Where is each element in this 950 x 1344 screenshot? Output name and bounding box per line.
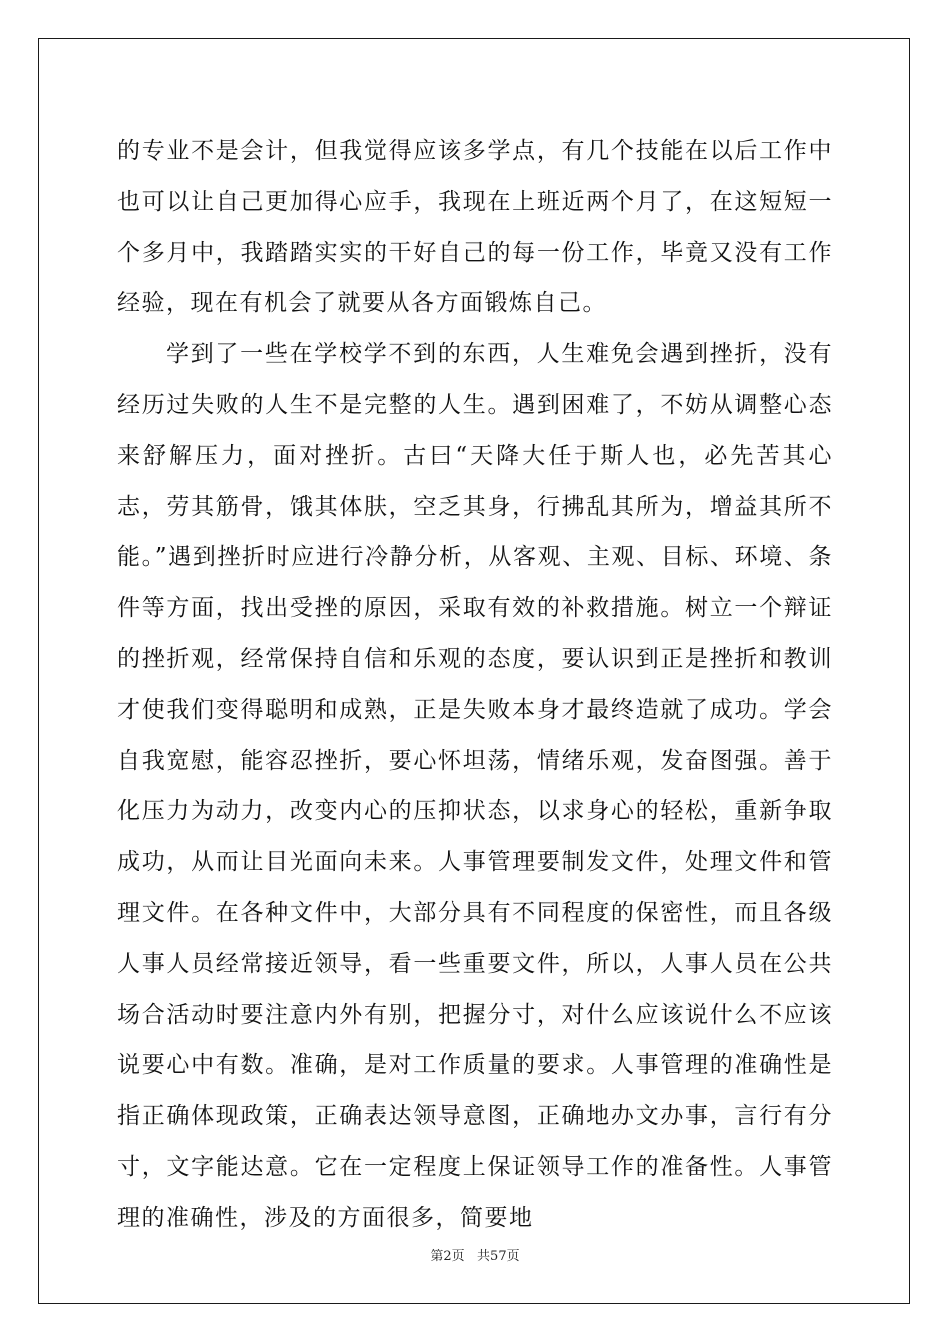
page-number: 第2页 共57页 [430, 1249, 520, 1264]
document-body [117, 126, 833, 1244]
paragraph: 的专业不是会计，但我觉得应该多学点，有几个技能在以后工作中也可以让自己更加得心应手，我现在上班近两个月了，在这短短一个多月中，我踏踏实实的干好自己的每一份工作，毕竟又没有工作经验，现在有机会了就要从各方面锻炼自己。 [117, 138, 833, 317]
paragraph: 学到了一些在学校学不到的东西，人生难免会遇到挫折，没有经历过失败的人生不是完整的人生。遇到困难了，不妨从调整心态来舒解压力，面对挫折。古曰“天降大任于斯人也，必先苦其心志，劳其筋骨，饿其体肤，空乏其身，行拂乱其所为，增益其所不能。”遇到挫折时应进行冷静分析，从客观、主观、目标、环境、条件等方面，找出受挫的原因，采取有效的补救措施。树立一个辩证的挫折观，经常保持自信和乐观的态度，要认识到正是挫折和教训才使我们变得聪明和成熟，正是失败本身才最终造就了成功。学会自我宽慰，能容忍挫折，要心怀坦荡，情绪乐观，发奋图强。善于化压力为动力，改变内心的压抑状态，以求身心的轻松，重新争取成功，从而让目光面向未来。人事管理要制发文件，处理文件和管理文件。在各种文件中，大部分具有不同程度的保密性，而且各级人事人员经常接近领导，看一些重要文件，所以，人事人员在公共场合活动时要注意内外有别，把握分寸，对什么应该说什么不应该说要心中有数。准确，是对工作质量的要求。人事管理的准确性是指正确体现政策，正确表达领导意图，正确地办文办事，言行有分寸，文字能达意。它在一定程度上保证领导工作的准备性。人事管理的准确性，涉及的方面很多，简要地 [117, 341, 833, 1231]
